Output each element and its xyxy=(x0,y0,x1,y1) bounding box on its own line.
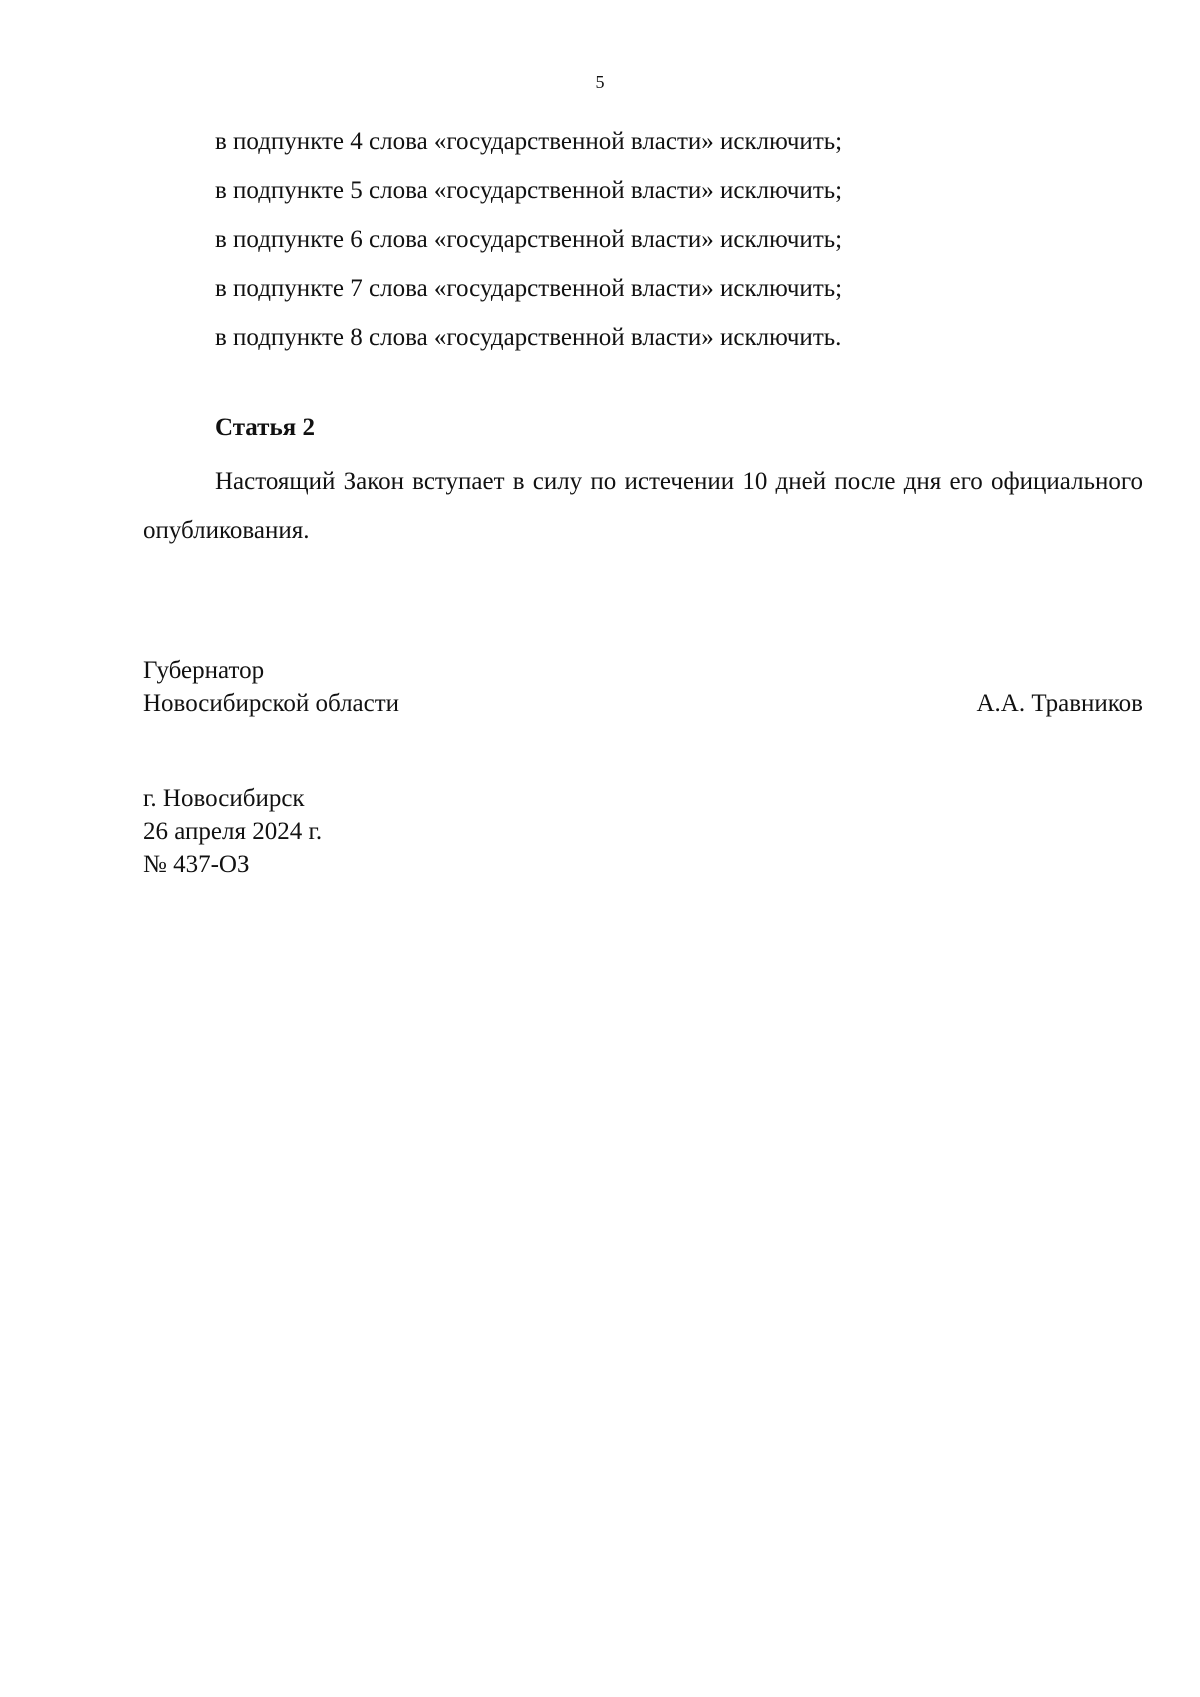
signatory-position-line2: Новосибирской области xyxy=(143,690,400,717)
amendment-item: в подпункте 7 слова «государственной власти» исключить; xyxy=(215,275,843,302)
document-footer xyxy=(143,782,322,881)
signature-block xyxy=(143,654,1143,720)
amendment-item: в подпункте 4 слова «государственной власти» исключить; xyxy=(215,128,843,155)
amendment-item: в подпункте 6 слова «государственной власти» исключить; xyxy=(215,226,843,253)
amendment-item: в подпункте 8 слова «государственной власти» исключить. xyxy=(215,324,842,351)
signatory-position-line1: Губернатор xyxy=(143,657,265,684)
law-number: № 437-ОЗ xyxy=(143,851,250,878)
issue-date: 26 апреля 2024 г. xyxy=(143,818,323,845)
signatory-name: А.А. Травников xyxy=(976,690,1143,717)
article-heading: Статья 2 xyxy=(215,414,315,441)
issue-city: г. Новосибирск xyxy=(143,785,305,812)
article-body: Настоящий Закон вступает в силу по истечении 10 дней после дня его официального опубликования. xyxy=(143,468,1143,544)
amendment-item: в подпункте 5 слова «государственной власти» исключить; xyxy=(215,177,843,204)
page-number: 5 xyxy=(595,72,605,92)
amendment-list xyxy=(143,117,1143,362)
